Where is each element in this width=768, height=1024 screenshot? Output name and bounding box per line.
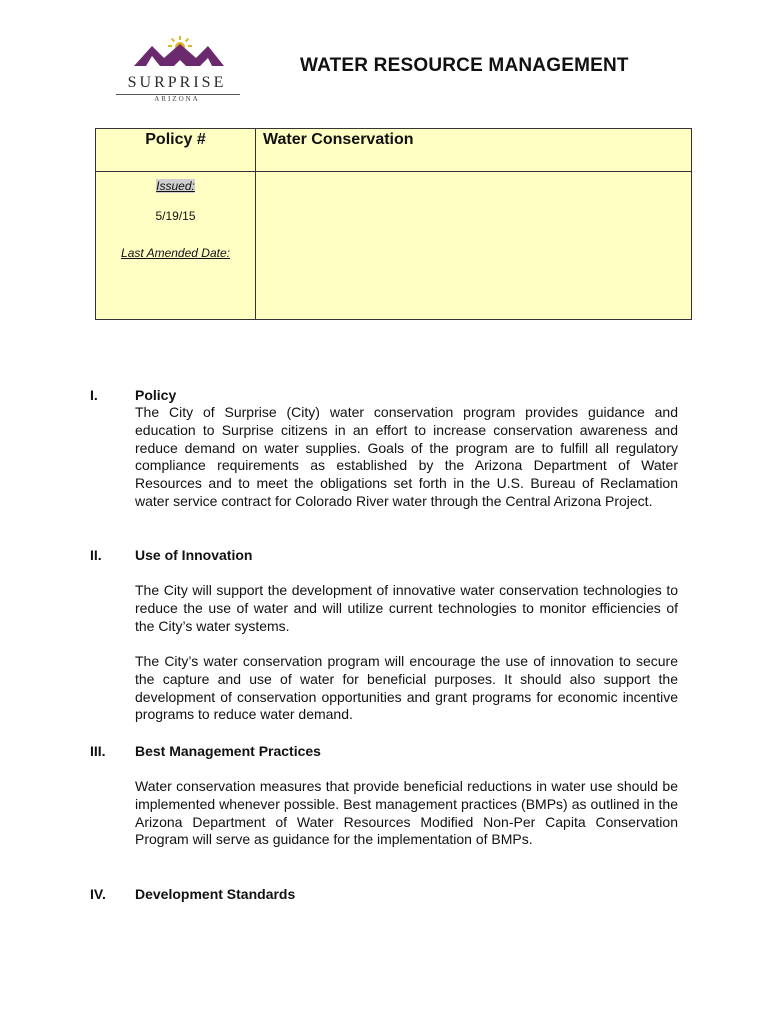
logo-wordmark: SURPRISE xyxy=(127,74,227,91)
section-paragraph: The City’s water conservation program will encourage the use of innovation to secure the capture and use of water for beneficial purposes. It should also support the development of conservation opportunities and grant programs for economic incentive programs to reduce water demand. xyxy=(135,653,678,723)
issued-label: Issued: xyxy=(156,179,195,193)
section-heading: Policy xyxy=(135,387,177,403)
section-number: II. xyxy=(90,547,102,563)
logo-subtitle: ARIZONA xyxy=(154,95,200,103)
last-amended-label: Last Amended Date: xyxy=(121,246,230,260)
issued-date: 5/19/15 xyxy=(155,209,196,223)
section-heading: Use of Innovation xyxy=(135,547,253,563)
policy-table xyxy=(95,128,692,320)
surprise-logo xyxy=(112,36,246,104)
section-heading: Best Management Practices xyxy=(135,743,321,759)
section-number: I. xyxy=(90,387,98,403)
table-divider-horizontal xyxy=(96,171,691,172)
section-heading: Development Standards xyxy=(135,886,296,902)
policy-number-label: Policy # xyxy=(145,131,206,148)
section-number: IV. xyxy=(90,886,106,902)
section-paragraph: The City will support the development of innovative water conservation technologies to reduce the use of water and will utilize current technologies to monitor efficiencies of the City’s water systems. xyxy=(135,582,678,634)
policy-title: Water Conservation xyxy=(263,131,414,148)
mountain-sun-icon xyxy=(134,36,224,72)
table-divider-vertical xyxy=(255,129,256,319)
section-paragraph: The City of Surprise (City) water conservation program provides guidance and education to Surprise citizens in an effort to increase conservation awareness and reduce demand on water supplies. Goals of the program are to fulfill all regulatory compliance requirements as established by the Arizona Department of Water Resources and to meet the obligations set forth in the U.S. Bureau of Reclamation water service contract for Colorado River water through the Central Arizona Project. xyxy=(135,404,678,509)
issued-label-cell xyxy=(96,179,255,193)
section-number: III. xyxy=(90,743,106,759)
document-title: WATER RESOURCE MANAGEMENT xyxy=(300,55,629,76)
section-paragraph: Water conservation measures that provide beneficial reductions in water use should be implemented whenever possible. Best management practices (BMPs) as outlined in the Arizona Department of Water Resources Modified Non-Per Capita Conservation Program will serve as guidance for the implementation of BMPs. xyxy=(135,778,678,848)
